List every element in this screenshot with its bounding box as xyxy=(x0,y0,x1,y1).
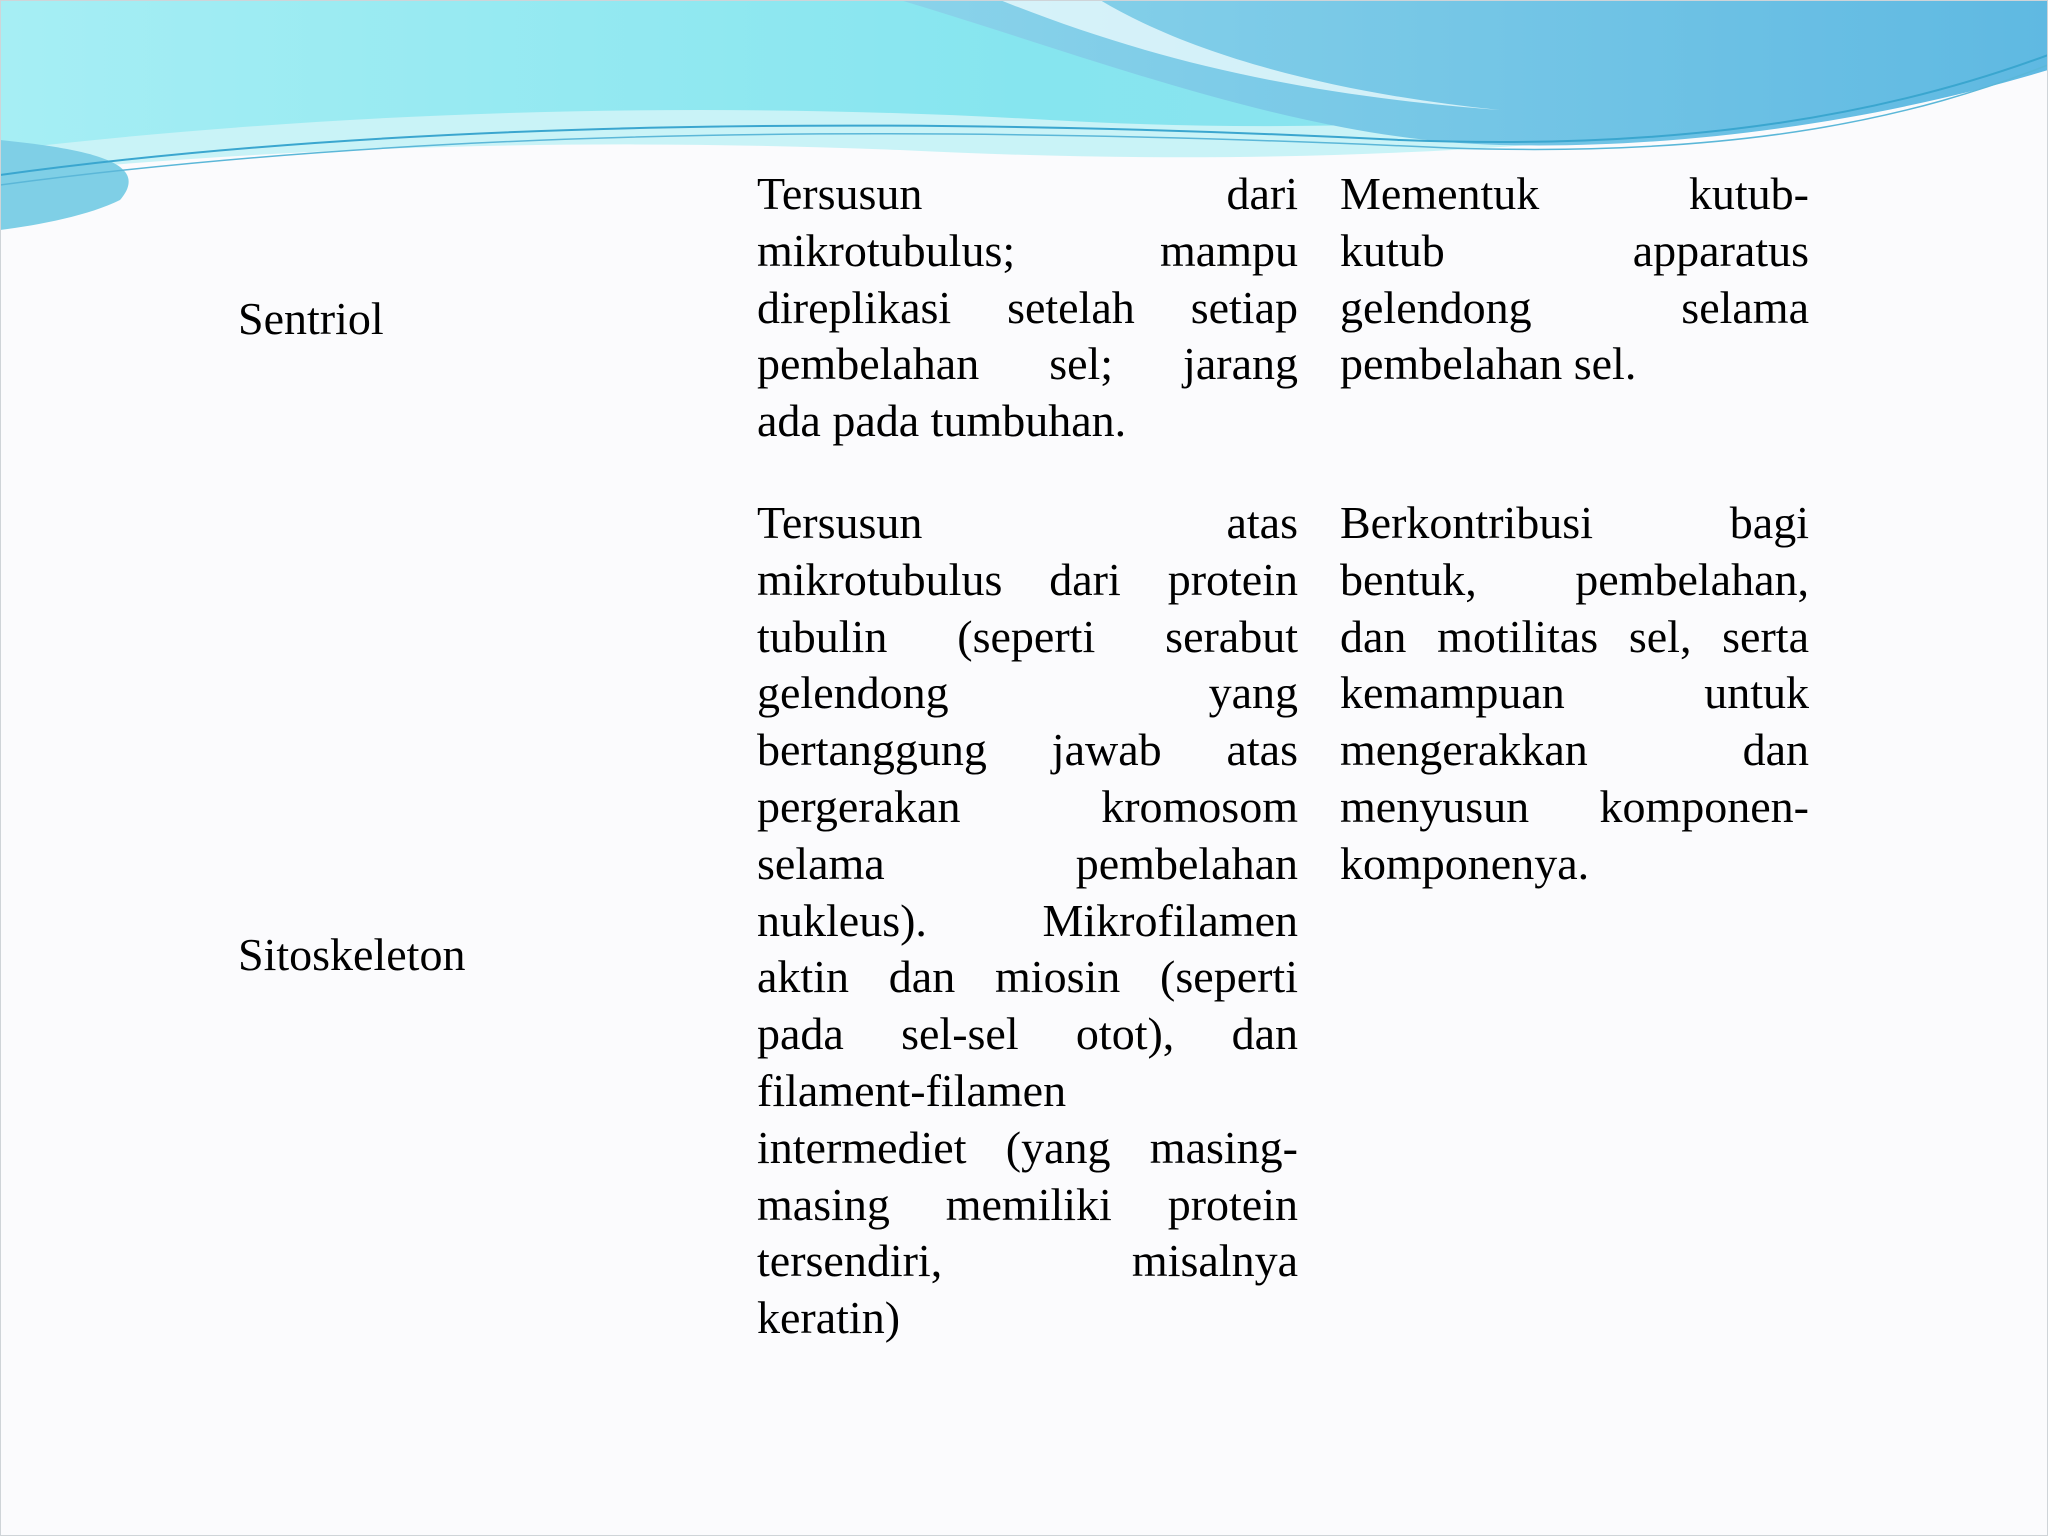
text-line: Mementuk kutub- xyxy=(1340,168,1809,219)
text-line: pada sel-sel otot), dan xyxy=(757,1008,1298,1060)
text-line: ada pada tumbuhan. xyxy=(757,395,1127,447)
text-line: bertanggung jawab atas xyxy=(757,724,1298,776)
function-text-sitoskeleton xyxy=(1340,495,1809,893)
text-line: pembelahan sel. xyxy=(1340,338,1637,390)
function-text-sentriol xyxy=(1340,166,1809,393)
text-line: kemampuan untuk xyxy=(1340,667,1809,719)
text-line: Berkontribusi bagi xyxy=(1340,497,1809,548)
text-line: masing memiliki protein xyxy=(757,1178,1298,1230)
text-line: intermediet (yang masing- xyxy=(757,1121,1298,1173)
structure-text-sitoskeleton xyxy=(757,495,1298,1347)
text-line: aktin dan miosin (seperti xyxy=(757,951,1298,1003)
text-line: pembelahan sel; jarang xyxy=(757,338,1298,390)
text-line: filament-filamen xyxy=(757,1064,1067,1116)
text-line: bentuk, pembelahan, xyxy=(1340,553,1809,605)
text-line: komponenya. xyxy=(1340,837,1590,889)
text-line: gelendong selama xyxy=(1340,281,1809,333)
text-line: menyusun komponen- xyxy=(1340,780,1809,832)
organelle-label-sitoskeleton: Sitoskeleton xyxy=(238,929,466,980)
text-line: mikrotubulus dari protein xyxy=(757,553,1298,605)
text-line: nukleus). Mikrofilamen xyxy=(757,894,1298,946)
text-line: gelendong yang xyxy=(757,667,1298,719)
text-line: Tersusun atas xyxy=(757,497,1298,548)
text-line: keratin) xyxy=(757,1292,901,1344)
text-line: pergerakan kromosom xyxy=(757,780,1298,832)
text-line: tubulin (seperti serabut xyxy=(757,610,1298,662)
text-line: tersendiri, misalnya xyxy=(757,1235,1298,1287)
text-line: mikrotubulus; mampu xyxy=(757,224,1298,276)
text-line: direplikasi setelah setiap xyxy=(757,281,1298,333)
organelle-label-sentriol: Sentriol xyxy=(238,293,384,344)
text-line: mengerakkan dan xyxy=(1340,724,1809,776)
text-line: selama pembelahan xyxy=(757,837,1298,889)
structure-text-sentriol xyxy=(757,166,1298,450)
text-line: kutub apparatus xyxy=(1340,224,1809,276)
text-line: dan motilitas sel, serta xyxy=(1340,610,1809,662)
text-line: Tersusun dari xyxy=(757,168,1298,219)
